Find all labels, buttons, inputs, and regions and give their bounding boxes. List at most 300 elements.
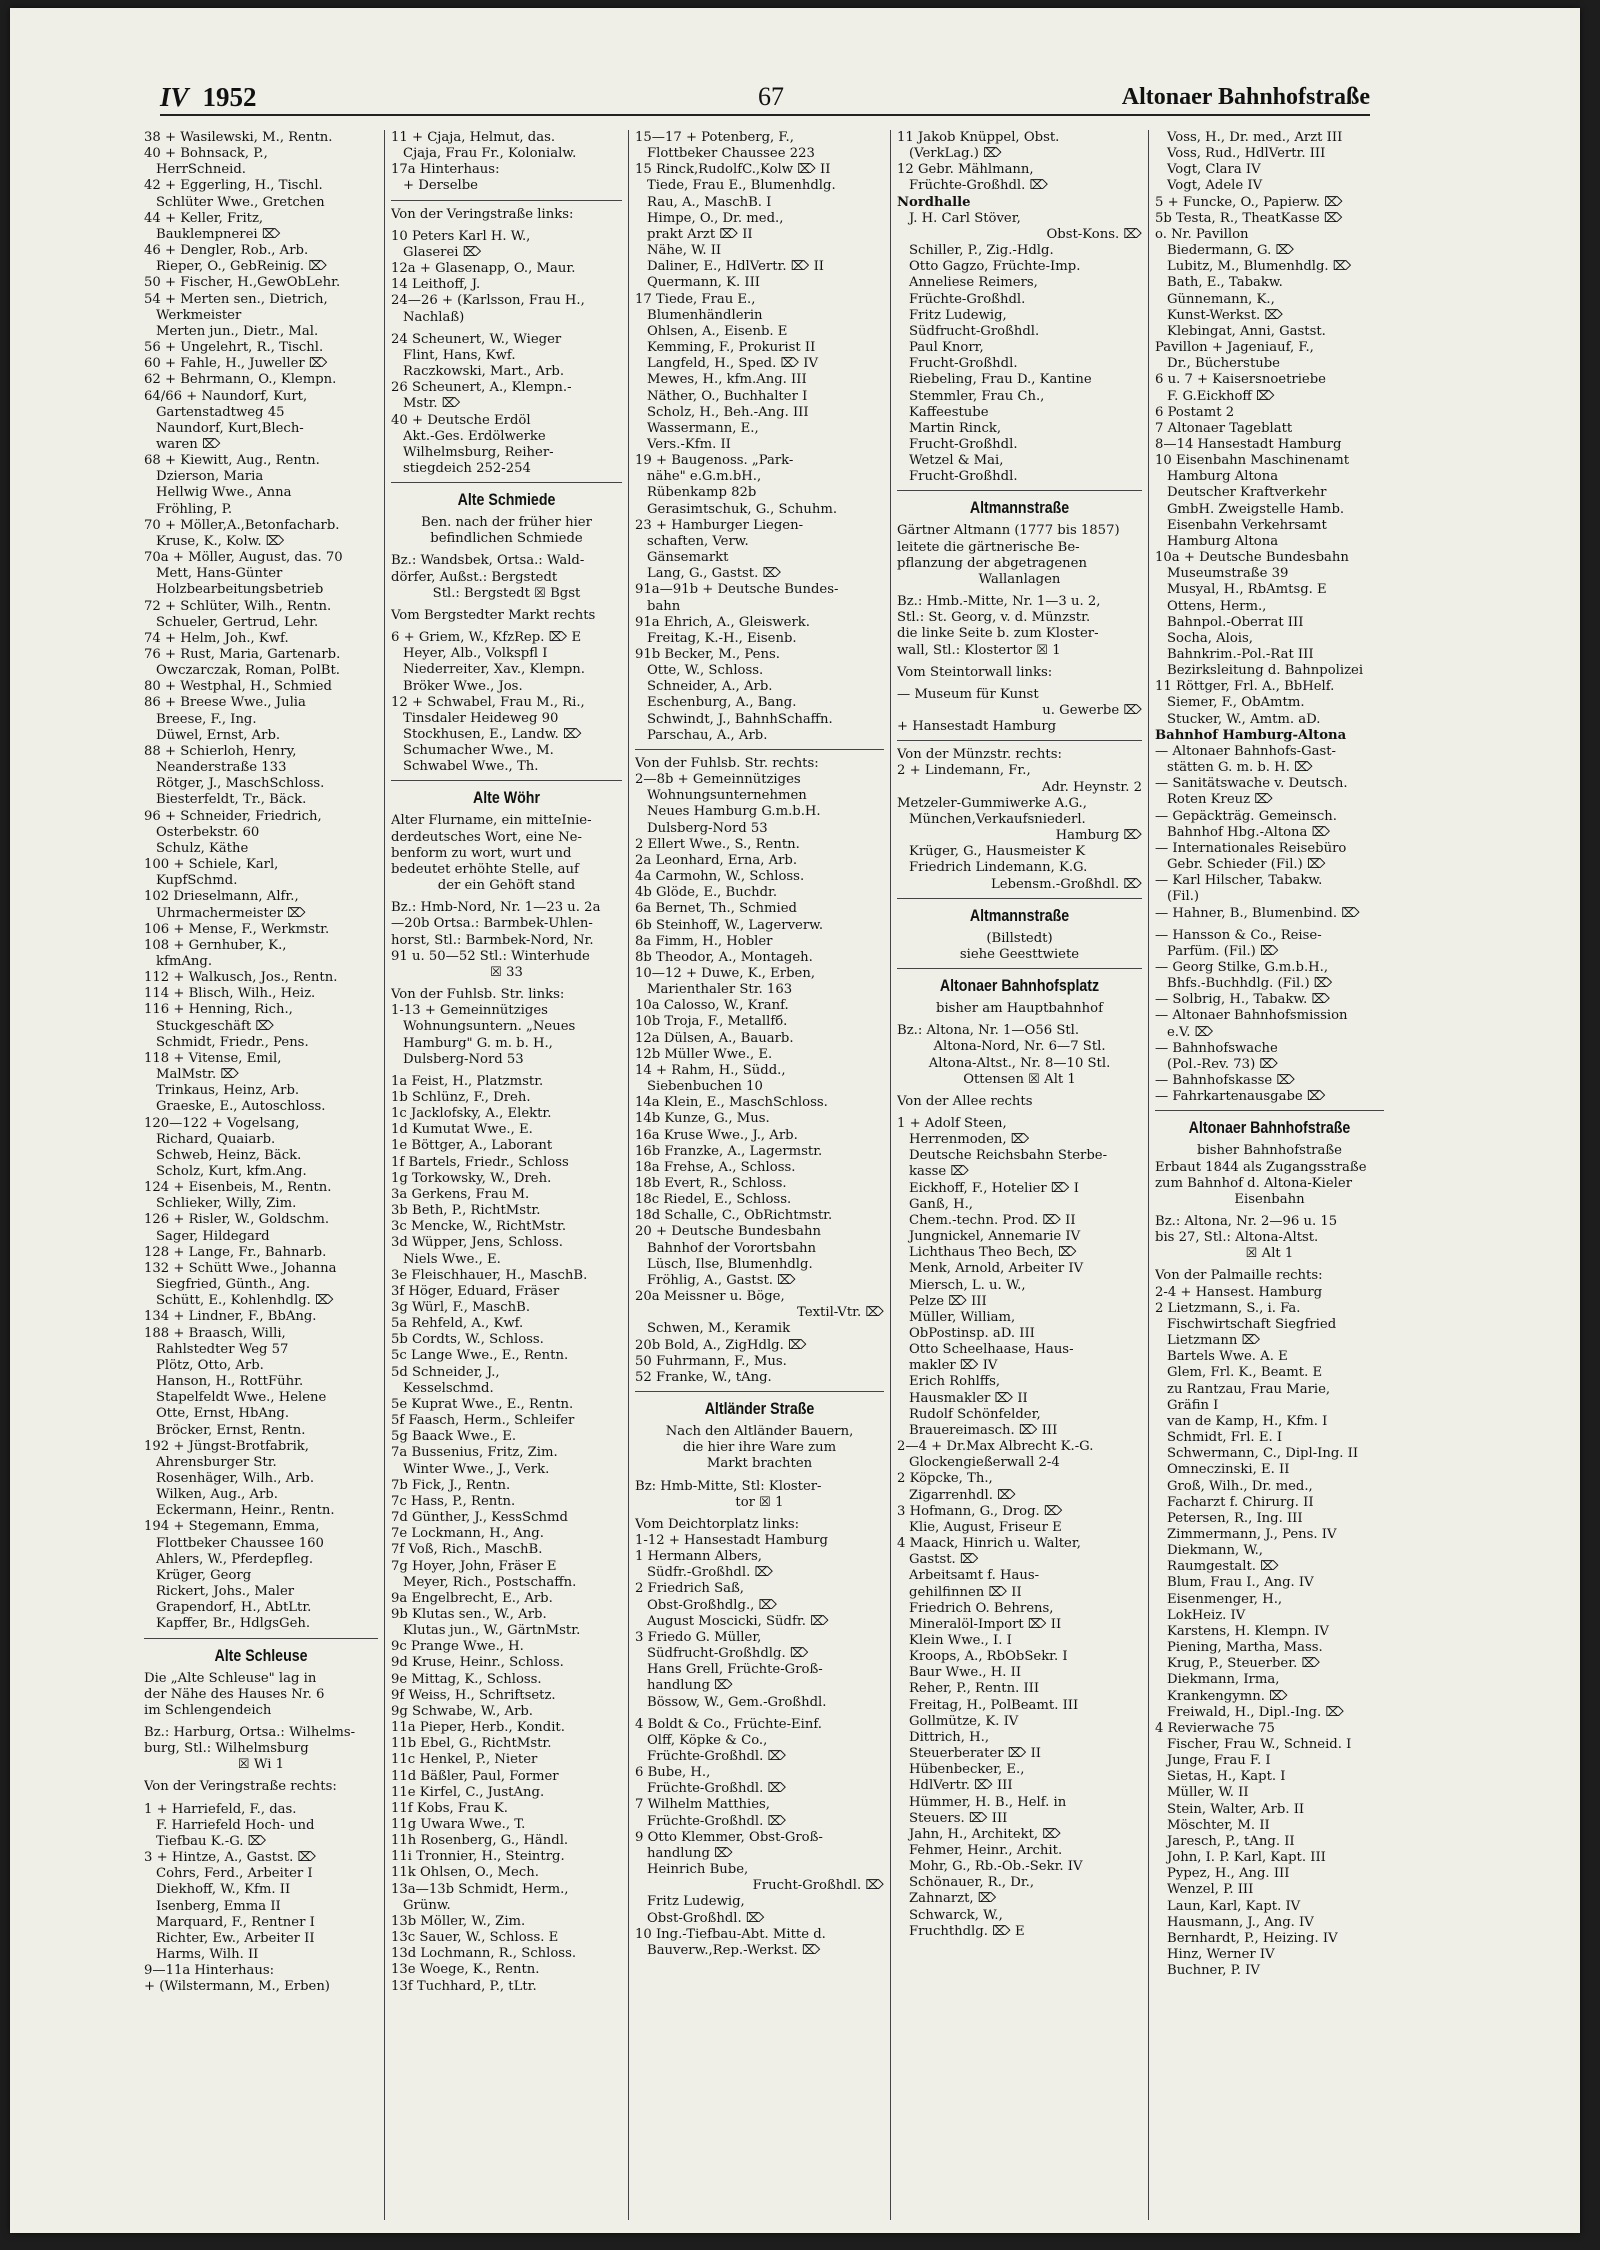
entry-line: Kesselschmd. xyxy=(403,1380,494,1396)
note-line: tor ☒ 1 xyxy=(735,1494,784,1510)
entry-line: 5g Baack Wwe., E. xyxy=(391,1429,517,1445)
entry-line: stätten G. m. b. H. ⌦ xyxy=(1167,760,1313,776)
entry-line: 3a Gerkens, Frau M. xyxy=(391,1186,530,1202)
entry-line: 16a Kruse Wwe., J., Arb. xyxy=(635,1127,798,1143)
entry-line: Freiwald, H., Dipl.-Ing. ⌦ xyxy=(1167,1704,1345,1720)
entry-line: Friedrich Lindemann, K.G. xyxy=(909,860,1088,876)
column-5 xyxy=(1148,130,1390,2220)
entry-line: Deutscher Kraftverkehr xyxy=(1167,485,1327,501)
entry-line: 1c Jacklofsky, A., Elektr. xyxy=(391,1106,552,1122)
entry-line: 100 + Schiele, Karl, xyxy=(144,857,279,873)
entry-line: LokHeiz. IV xyxy=(1167,1607,1246,1623)
entry-line: — Georg Stilke, G.m.b.H., xyxy=(1155,959,1329,975)
entry-line: Gänsemarkt xyxy=(647,550,729,566)
entry-line: Möschter, M. II xyxy=(1167,1817,1270,1833)
entry-line: 10a + Deutsche Bundesbahn xyxy=(1155,550,1349,566)
entry-line: Owczarczak, Roman, PolBt. xyxy=(156,663,340,679)
entry-line: Düwel, Ernst, Arb. xyxy=(156,727,281,743)
entry-line: Raczkowski, Mart., Arb. xyxy=(403,364,565,380)
entry-line: Die „Alte Schleuse" lag in xyxy=(144,1670,317,1686)
entry-line: 3 Hofmann, G., Drog. ⌦ xyxy=(897,1503,1063,1519)
entry-line: 91 u. 50—52 Stl.: Winterhude xyxy=(391,948,590,964)
entry-line: kasse ⌦ xyxy=(909,1164,970,1180)
entry-line: Wohnungsuntern. „Neues xyxy=(403,1019,576,1035)
street-heading: Alte Schmiede xyxy=(457,491,556,510)
entry-line: Von der Münzstr. rechts: xyxy=(897,747,1062,763)
entry-line: 2—4 + Dr.Max Albrecht K.-G. xyxy=(897,1439,1094,1455)
entry-line: Harms, Wilh. II xyxy=(156,1947,259,1963)
entry-line: 40 + Deutsche Erdöl xyxy=(391,412,531,428)
entry-line: nähe" e.G.m.bH., xyxy=(647,469,762,485)
page-number: 67 xyxy=(758,82,784,111)
entry-line: 188 + Braasch, Willi, xyxy=(144,1325,286,1341)
entry-line: Mewes, H., kfm.Ang. III xyxy=(647,372,807,388)
note-line: ☒ Alt 1 xyxy=(1245,1246,1294,1262)
entry-line: derdeutsches Wort, eine Ne- xyxy=(391,829,582,845)
entry-line: Gebr. Schieder (Fil.) ⌦ xyxy=(1167,857,1326,873)
entry-line: Kunst-Werkst. ⌦ xyxy=(1167,307,1284,323)
entry-line: Stapelfeldt Wwe., Helene xyxy=(156,1390,327,1406)
entry-line: Bz.: Altona, Nr. 1—O56 Stl. xyxy=(897,1023,1080,1039)
entry-line: 18c Riedel, E., Schloss. xyxy=(635,1192,792,1208)
entry-line: 6 Postamt 2 xyxy=(1155,404,1235,420)
entry-line: 7 Altonaer Tageblatt xyxy=(1155,420,1293,436)
entry-line: Hans Grell, Früchte-Groß- xyxy=(647,1662,823,1678)
divider xyxy=(897,898,1142,899)
entry-line: Marienthaler Str. 163 xyxy=(647,982,793,998)
entry-line: Groß, Wilh., Dr. med., xyxy=(1167,1478,1313,1494)
entry-line: — Fahrkartenausgabe ⌦ xyxy=(1155,1089,1326,1105)
entry-line: Freitag, K.-H., Eisenb. xyxy=(647,630,797,646)
entry-line: (VerkLag.) ⌦ xyxy=(909,146,1002,162)
entry-line: Wenzel, P. III xyxy=(1167,1882,1254,1898)
entry-line: 3e Fleischhauer, H., MaschB. xyxy=(391,1267,588,1283)
note-line: Markt brachten xyxy=(706,1456,813,1472)
entry-line: u. Gewerbe ⌦ xyxy=(1042,703,1142,718)
entry-line: 13c Sauer, W., Schloss. E xyxy=(391,1930,559,1946)
entry-line: Obst-Kons. ⌦ xyxy=(1046,226,1142,242)
entry-line: Klein Wwe., I. I xyxy=(909,1632,1012,1648)
entry-line: 3c Mencke, W., RichtMstr. xyxy=(391,1219,567,1235)
entry-line: 1e Böttger, A., Laborant xyxy=(391,1138,553,1154)
street-heading: Altmannstraße xyxy=(969,906,1070,925)
entry-line: Friedrich O. Behrens, xyxy=(909,1600,1054,1616)
entry-line: Piening, Martha, Mass. xyxy=(1167,1640,1323,1656)
entry-line: Himpe, O., Dr. med., xyxy=(647,210,784,226)
entry-line: Kapffer, Br., HdlgsGeh. xyxy=(156,1616,311,1632)
entry-line: Klutas jun., W., GärtnMstr. xyxy=(403,1623,581,1639)
entry-line: Schumacher Wwe., M. xyxy=(403,743,554,759)
entry-line: Fischer, Frau W., Schneid. I xyxy=(1167,1737,1352,1752)
entry-line: 10 Eisenbahn Maschinenamt xyxy=(1155,453,1350,469)
entry-line: Merten jun., Dietr., Mal. xyxy=(156,323,319,339)
entry-line: Bössow, W., Gem.-Großhdl. xyxy=(647,1694,827,1710)
note-line: Nach den Altländer Bauern, xyxy=(665,1424,854,1440)
entry-line: 1g Torkowsky, W., Dreh. xyxy=(391,1170,552,1186)
entry-line: Mett, Hans-Günter xyxy=(156,566,283,582)
entry-line: 1a Feist, H., Platzmstr. xyxy=(391,1073,544,1089)
entry-line: Schütt, E., Kohlenhdlg. ⌦ xyxy=(156,1293,334,1309)
entry-line: Heyer, Alb., Volkspfl I xyxy=(403,646,548,662)
entry-line: Hinz, Werner IV xyxy=(1167,1947,1275,1963)
entry-line: Holzbearbeitungsbetrieb xyxy=(156,582,324,598)
entry-line: Lichthaus Theo Bech, ⌦ xyxy=(909,1245,1077,1261)
entry-line: (Fil.) xyxy=(1167,889,1200,905)
entry-line: Stockhusen, E., Landw. ⌦ xyxy=(403,727,582,742)
entry-line: 7b Fick, J., Rentn. xyxy=(391,1477,511,1493)
entry-line: Von der Fuhlsb. Str. links: xyxy=(391,987,565,1003)
entry-line: 11 Jakob Knüppel, Obst. xyxy=(897,130,1060,145)
entry-line: 126 + Risler, W., Goldschm. xyxy=(144,1212,330,1228)
entry-line: Frucht-Großhdl. xyxy=(909,356,1018,372)
entry-line: 56 + Ungelehrt, R., Tischl. xyxy=(144,340,324,356)
entry-line: Gastst. ⌦ xyxy=(909,1552,979,1568)
entry-line: Dulsberg-Nord 53 xyxy=(403,1051,524,1067)
entry-line: 70a + Möller, August, das. 70 xyxy=(144,550,343,566)
entry-line: Uhrmachermeister ⌦ xyxy=(156,905,306,921)
entry-line: 14a Klein, E., MaschSchloss. xyxy=(635,1095,828,1111)
divider xyxy=(391,482,622,483)
entry-line: 5c Lange Wwe., E., Rentn. xyxy=(391,1348,569,1364)
entry-line: 7e Lockmann, H., Ang. xyxy=(391,1526,544,1542)
entry-line: Socha, Alois, xyxy=(1167,630,1253,646)
entry-line: 124 + Eisenbeis, M., Rentn. xyxy=(144,1180,332,1196)
entry-line: Früchte-Großhdl. ⌦ xyxy=(647,1813,787,1829)
entry-line: 18d Schalle, C., ObRichtmstr. xyxy=(635,1208,833,1224)
note-line: Altona-Altst., Nr. 8—10 Stl. xyxy=(928,1055,1111,1071)
divider xyxy=(635,1391,884,1392)
entry-line: Schmidt, Friedr., Pens. xyxy=(156,1034,309,1050)
entry-line: Stein, Walter, Arb. II xyxy=(1167,1801,1305,1817)
entry-line: 4 Revierwache 75 xyxy=(1155,1720,1275,1736)
street-heading: Altmannstraße xyxy=(969,499,1070,518)
entry-line: Hamburg Altona xyxy=(1167,469,1279,485)
entry-line: 20 + Deutsche Bundesbahn xyxy=(635,1224,822,1240)
note-line: ☒ Wi 1 xyxy=(237,1757,285,1773)
entry-line: Dulsberg-Nord 53 xyxy=(647,820,768,836)
entry-line: 10b Troja, F., Metallfб. xyxy=(635,1014,788,1030)
entry-line: Fritz Ludewig, xyxy=(647,1894,745,1910)
entry-line: Krankengymn. ⌦ xyxy=(1167,1688,1288,1704)
entry-line: Flint, Hans, Kwf. xyxy=(403,347,516,363)
note-line: der ein Gehöft stand xyxy=(437,878,576,894)
entry-line: Eisenmenger, H., xyxy=(1167,1591,1283,1607)
entry-line: 23 + Hamburger Liegen- xyxy=(635,517,804,533)
entry-line: Glockengießerwall 2-4 xyxy=(909,1455,1060,1471)
entry-line: Stl.: St. Georg, v. d. Münzstr. xyxy=(897,610,1091,626)
entry-line: 5b Testa, R., TheatKasse ⌦ xyxy=(1155,210,1343,226)
entry-line: 15—17 + Potenberg, F., xyxy=(635,130,794,145)
entry-line: Vom Deichtorplatz links: xyxy=(635,1516,800,1532)
entry-line: August Moscicki, Südfr. ⌦ xyxy=(647,1613,829,1629)
entry-line: 2 Köpcke, Th., xyxy=(897,1471,993,1487)
entry-line: Otto Gagzo, Früchte-Imp. xyxy=(909,259,1081,275)
divider xyxy=(391,780,622,781)
entry-line: waren ⌦ xyxy=(156,436,221,452)
entry-line: Hamburg ⌦ xyxy=(1055,828,1142,844)
entry-line: horst, Stl.: Barmbek-Nord, Nr. xyxy=(391,932,594,948)
entry-line: Fröhling, P. xyxy=(156,501,233,517)
entry-line: KupfSchmd. xyxy=(156,873,238,889)
entry-line: — Altonaer Bahnhofsmission xyxy=(1155,1008,1348,1024)
entry-line: 11h Rosenberg, G., Händl. xyxy=(391,1833,569,1849)
entry-line: — Hansson & Co., Reise- xyxy=(1155,927,1322,943)
entry-line: J. H. Carl Stöver, xyxy=(909,210,1021,226)
entry-line: Zimmermann, J., Pens. IV xyxy=(1167,1526,1337,1542)
entry-line: Freitag, H., PolBeamt. III xyxy=(909,1697,1079,1713)
note-line: Ben. nach der früher hier xyxy=(421,515,592,531)
entry-line: 8—14 Hansestadt Hamburg xyxy=(1155,436,1342,452)
entry-line: Fritz Ludewig, xyxy=(909,307,1007,323)
entry-line: 9b Klutas sen., W., Arb. xyxy=(391,1606,547,1622)
entry-line: 64/66 + Naundorf, Kurt, xyxy=(144,388,308,404)
entry-line: Parschau, A., Arb. xyxy=(647,727,768,743)
entry-line: — Bahnhofswache xyxy=(1155,1040,1278,1056)
entry-line: Jaresch, P., tAng. II xyxy=(1167,1833,1295,1849)
entry-line: Voss, Rud., HdlVertr. III xyxy=(1167,146,1326,162)
entry-line: 2 Ellert Wwe., S., Rentn. xyxy=(635,836,800,852)
entry-line: Bröcker, Ernst, Rentn. xyxy=(156,1422,306,1438)
entry-line: 16b Franzke, A., Lagermstr. xyxy=(635,1143,823,1159)
entry-line: Vogt, Adele IV xyxy=(1167,178,1263,194)
entry-line: Sager, Hildegard xyxy=(156,1228,270,1244)
entry-line: Bahnhof Hbg.-Altona ⌦ xyxy=(1167,824,1331,840)
entry-line: Von der Palmaille rechts: xyxy=(1155,1268,1323,1284)
entry-line: Schueler, Gertrud, Lehr. xyxy=(156,614,319,630)
entry-line: 50 + Fischer, H.,GewObLehr. xyxy=(144,275,341,291)
entry-line: 12a Dülsen, A., Bauarb. xyxy=(635,1030,794,1046)
entry-line: Biesterfeldt, Tr., Bäck. xyxy=(156,792,307,808)
entry-line: Pavillon + Jageniauf, F., xyxy=(1155,340,1314,356)
entry-line: Schönauer, R., Dr., xyxy=(909,1875,1035,1891)
entry-line: Zahnarzt, ⌦ xyxy=(909,1891,997,1907)
entry-line: 24 Scheunert, W., Wieger xyxy=(391,331,562,347)
entry-line: Krüger, Georg xyxy=(156,1567,252,1583)
entry-line: Baur Wwe., H. II xyxy=(909,1665,1022,1681)
entry-line: Alter Flurname, ein mitteIniе- xyxy=(391,813,592,829)
entry-line: Neanderstraße 133 xyxy=(156,760,287,776)
entry-line: van de Kamp, H., Kfm. I xyxy=(1167,1413,1328,1429)
entry-line: Von der Fuhlsb. Str. rechts: xyxy=(635,755,819,771)
entry-line: Mohr, G., Rb.-Ob.-Sekr. IV xyxy=(909,1859,1083,1875)
entry-line: Stuckgeschäft ⌦ xyxy=(156,1018,274,1034)
entry-line: — Solbrig, H., Tabakw. ⌦ xyxy=(1155,992,1331,1008)
entry-line: Hausmann, J., Ang. IV xyxy=(1167,1914,1314,1930)
entry-line: 80 + Westphal, H., Schmied xyxy=(144,679,332,695)
entry-line: 112 + Walkusch, Jos., Rentn. xyxy=(144,970,338,986)
entry-line: Ahlers, W., Pferdepfleg. xyxy=(156,1551,314,1567)
directory-page xyxy=(10,8,1580,2233)
entry-line: Cjaja, Frau Fr., Kolonialw. xyxy=(403,146,577,162)
entry-line: 3 + Hintze, A., Gastst. ⌦ xyxy=(144,1850,317,1866)
entry-line: Daliner, E., HdlVertr. ⌦ II xyxy=(647,259,824,275)
entry-line: Südfrucht-Großhdlg. ⌦ xyxy=(647,1646,809,1662)
note-line: Stl.: Bergstedt ☒ Bgst xyxy=(432,585,581,601)
entry-line: 6 Bube, H., xyxy=(635,1765,711,1781)
entry-line: bedeutet erhöhte Stelle, auf xyxy=(391,861,579,877)
entry-line: Glem, Frl. K., Beamt. E xyxy=(1167,1365,1323,1381)
entry-line: burg, Stl.: Wilhelmsburg xyxy=(144,1741,309,1757)
entry-line: HerrSchneid. xyxy=(156,162,246,178)
entry-line: 8b Theodor, A., Montageh. xyxy=(635,949,813,965)
entry-line: Buchner, P. IV xyxy=(1167,1963,1260,1979)
entry-line: Bz.: Wandsbek, Ortsa.: Wald- xyxy=(391,553,585,569)
entry-line: Wassermann, E., xyxy=(647,420,759,436)
entry-line: dörfer, Außst.: Bergstedt xyxy=(391,569,558,585)
entry-line: + Hansestadt Hamburg xyxy=(897,719,1057,735)
entry-line: Krug, P., Steuerber. ⌦ xyxy=(1167,1656,1321,1672)
entry-line: 194 + Stegemann, Emma, xyxy=(144,1519,320,1535)
entry-line: Von der Veringstraße links: xyxy=(391,206,574,222)
entry-line: schaften, Verw. xyxy=(647,533,749,549)
entry-line: Bahnhof Hamburg-Altona xyxy=(1155,727,1347,743)
entry-line: 13e Woege, K., Rentn. xyxy=(391,1962,540,1978)
street-heading: Altonaer Bahnhofsplatz xyxy=(939,977,1100,996)
entry-line: Anneliese Reimers, xyxy=(909,275,1038,291)
entry-line: Wetzel & Mai, xyxy=(909,453,1004,469)
entry-line: 19 + Baugenoss. „Park- xyxy=(635,453,794,469)
entry-line: HdlVertr. ⌦ III xyxy=(909,1778,1013,1794)
entry-line: Graeske, E., Autoschloss. xyxy=(156,1099,326,1115)
entry-line: 2 Lietzmann, S., i. Fa. xyxy=(1155,1300,1301,1316)
note-line: siehe Geesttwiete xyxy=(959,946,1080,962)
entry-line: Grapendorf, H., AbtLtr. xyxy=(156,1600,312,1616)
entry-line: handlung ⌦ xyxy=(647,1678,733,1694)
entry-line: Bartels Wwe. A. E xyxy=(1167,1349,1288,1365)
entry-line: 5e Kuprat Wwe., E., Rentn. xyxy=(391,1396,574,1412)
entry-line: München,Verkaufsniederl. xyxy=(909,811,1086,827)
entry-line: Bz.: Altona, Nr. 2—96 u. 15 xyxy=(1155,1214,1338,1229)
entry-line: — Altonaer Bahnhofs-Gast- xyxy=(1155,743,1337,759)
entry-line: Schwermann, C., Dipl-Ing. II xyxy=(1167,1446,1359,1462)
entry-line: Bz.: Hmb.-Mitte, Nr. 1—3 u. 2, xyxy=(897,594,1101,610)
entry-line: Hümmer, H. B., Helf. in xyxy=(909,1794,1067,1810)
entry-line: 91b Becker, M., Pens. xyxy=(635,647,780,662)
entry-line: Lubitz, M., Blumenhdlg. ⌦ xyxy=(1167,259,1352,275)
entry-line: kfmAng. xyxy=(156,953,213,969)
entry-line: Karstens, H. Klempn. IV xyxy=(1167,1623,1329,1639)
entry-line: 13a—13b Schmidt, Herm., xyxy=(391,1881,569,1897)
entry-line: 12b Müller Wwe., E. xyxy=(635,1046,773,1062)
entry-line: Klie, August, Friseur E xyxy=(909,1519,1062,1535)
entry-line: Diekmann, W., xyxy=(1167,1543,1263,1559)
entry-line: Nachlaß) xyxy=(403,309,465,325)
entry-line: Trinkaus, Heinz, Arb. xyxy=(156,1083,300,1099)
entry-line: 62 + Behrmann, O., Klempn. xyxy=(144,372,337,388)
entry-line: 106 + Mense, F., Werkmstr. xyxy=(144,921,330,937)
entry-line: Südfrucht-Großhdl. xyxy=(909,323,1040,339)
entry-line: 7f Voß, Rich., MaschB. xyxy=(391,1542,543,1558)
entry-line: makler ⌦ IV xyxy=(909,1358,998,1374)
entry-line: 5 + Funcke, O., Papierw. ⌦ xyxy=(1155,194,1343,210)
entry-line: — Sanitätswache v. Deutsch. xyxy=(1155,776,1348,792)
entry-line: 10—12 + Duwe, K., Erben, xyxy=(635,965,816,981)
entry-line: Dittrich, H., xyxy=(909,1729,990,1745)
entry-line: Wohnungsunternehmen xyxy=(647,788,807,804)
entry-line: Hamburg Altona xyxy=(1167,533,1279,549)
entry-line: Eckermann, Heinr., Rentn. xyxy=(156,1503,335,1519)
entry-line: wall, Stl.: Klostertor ☒ 1 xyxy=(897,642,1061,658)
entry-line: Blumenhändlerin xyxy=(647,307,763,323)
entry-line: 86 + Breese Wwe., Julia xyxy=(144,695,306,711)
entry-line: 60 + Fahle, H., Juweller ⌦ xyxy=(144,356,328,372)
entry-line: 9c Prange Wwe., H. xyxy=(391,1639,524,1655)
entry-line: 4b Glöde, E., Buchdr. xyxy=(635,885,778,901)
entry-line: 76 + Rust, Maria, Gartenarb. xyxy=(144,647,341,662)
entry-line: 1-12 + Hansestadt Hamburg xyxy=(635,1532,828,1548)
entry-line: 116 + Henning, Rich., xyxy=(144,1002,293,1018)
divider xyxy=(1155,1110,1384,1111)
entry-line: 1b Schlünz, F., Dreh. xyxy=(391,1089,531,1105)
entry-line: + (Wilstermann, M., Erben) xyxy=(144,1979,330,1995)
entry-line: Bauklempnerei ⌦ xyxy=(156,226,281,242)
street-heading: Alte Wöhr xyxy=(472,789,540,808)
page-header xyxy=(160,78,1370,116)
entry-line: Früchte-Großhdl. ⌦ xyxy=(647,1749,787,1764)
entry-line: Werkmeister xyxy=(156,307,242,323)
entry-line: 14 + Rahm, H., Südd., xyxy=(635,1062,786,1078)
entry-line: 3d Wüpper, Jens, Schloss. xyxy=(391,1235,563,1251)
entry-line: Schweb, Heinz, Bäck. xyxy=(156,1147,302,1163)
entry-line: 1f Bartels, Friedr., Schloss xyxy=(391,1154,569,1170)
entry-line: ObPostinsp. aD. III xyxy=(909,1326,1035,1341)
entry-line: benform zu wort, wurt und xyxy=(391,845,572,861)
street-heading: Alte Schleuse xyxy=(214,1646,308,1665)
entry-line: Bhfs.-Buchhdlg. (Fil.) ⌦ xyxy=(1167,976,1333,992)
entry-line: Eschenburg, A., Bang. xyxy=(647,695,797,711)
entry-line: bis 27, Stl.: Altona-Altst. xyxy=(1155,1230,1319,1246)
entry-line: 5b Cordts, W., Schloss. xyxy=(391,1332,544,1348)
entry-line: Bauverw.,Rep.-Werkst. ⌦ xyxy=(647,1942,821,1958)
entry-line: Deutsche Reichsbahn Sterbe- xyxy=(909,1148,1108,1164)
entry-line: Menk, Arnold, Arbeiter IV xyxy=(909,1261,1084,1277)
entry-line: — Gepäckträg. Gemeinsch. xyxy=(1155,808,1337,824)
entry-line: — Hahner, B., Blumenbind. ⌦ xyxy=(1155,905,1360,921)
entry-line: Schwabel Wwe., Th. xyxy=(403,759,539,775)
entry-line: Miersch, L. u. W., xyxy=(909,1277,1026,1293)
entry-line: Arbeitsamt f. Haus- xyxy=(909,1568,1040,1584)
entry-line: 3g Würl, F., MaschB. xyxy=(391,1300,531,1315)
entry-line: Siemer, F., ObAmtm. xyxy=(1167,695,1305,711)
entry-line: Krüger, G., Hausmeister K xyxy=(909,844,1086,860)
entry-line: stiegdeich 252-254 xyxy=(403,460,531,476)
entry-line: 2a Leonhard, Erna, Arb. xyxy=(635,852,798,868)
entry-line: Plötz, Otto, Arb. xyxy=(156,1357,264,1373)
entry-line: Raumgestalt. ⌦ xyxy=(1167,1559,1279,1575)
note-line: Ottensen ☒ Alt 1 xyxy=(963,1071,1076,1087)
entry-line: Glaserei ⌦ xyxy=(403,244,482,260)
entry-line: 91a Ehrich, A., Gleiswerk. xyxy=(635,614,810,630)
entry-line: pflanzung der abgetragenen xyxy=(897,555,1087,571)
entry-line: Jahn, H., Architekt, ⌦ xyxy=(909,1826,1061,1842)
entry-line: Fruchthdlg. ⌦ E xyxy=(909,1923,1025,1939)
entry-line: Südfr.-Großhdl. ⌦ xyxy=(647,1565,774,1581)
divider xyxy=(897,968,1142,969)
entry-line: Winter Wwe., J., Verk. xyxy=(403,1461,550,1477)
entry-line: 11d Bäßler, Paul, Former xyxy=(391,1768,559,1784)
entry-line: Biedermann, G. ⌦ xyxy=(1167,243,1295,259)
entry-line: Rötger, J., MaschSchloss. xyxy=(156,776,325,792)
entry-line: 1-13 + Gemeinnütziges xyxy=(391,1003,548,1019)
entry-line: Blum, Frau I., Ang. IV xyxy=(1167,1575,1314,1591)
entry-line: 50 Fuhrmann, F., Mus. xyxy=(635,1353,787,1369)
entry-line: Neues Hamburg G.m.b.H. xyxy=(647,804,821,820)
column-3 xyxy=(628,130,890,2220)
entry-line: zu Rantzau, Frau Marie, xyxy=(1167,1381,1331,1397)
entry-line: Martin Rinck, xyxy=(909,420,1002,436)
entry-line: 10 Peters Karl H. W., xyxy=(391,228,531,244)
entry-line: Lebensm.-Großhdl. ⌦ xyxy=(991,876,1142,892)
